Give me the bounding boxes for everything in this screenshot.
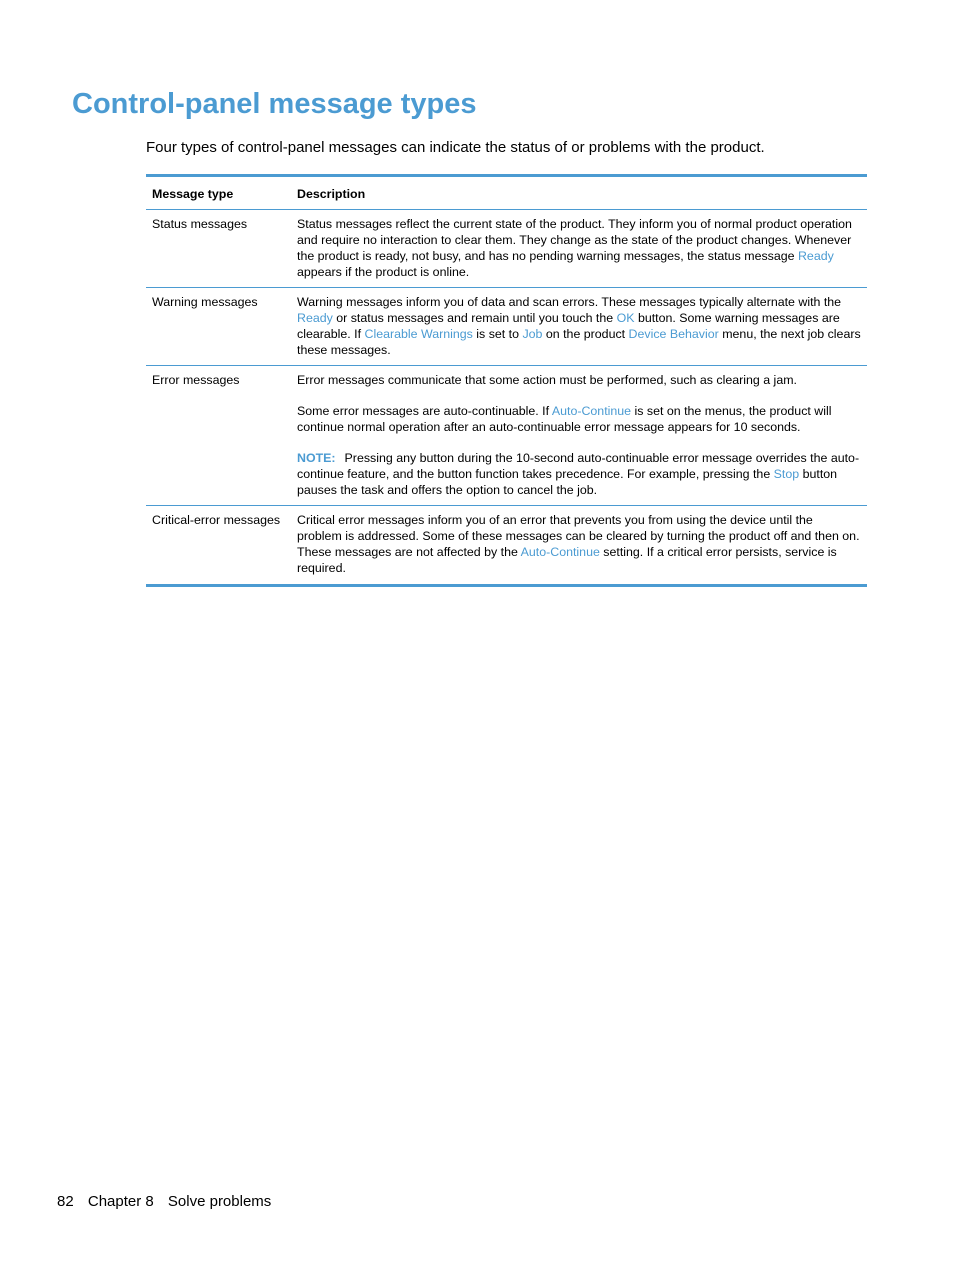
- page-number: 82: [57, 1193, 74, 1210]
- table-row: [146, 288, 867, 366]
- message-type-cell: Error messages: [146, 366, 291, 506]
- description-text: appears if the product is online.: [297, 265, 470, 279]
- description-text: Status messages reflect the current state of the product. They inform you of normal product operation and require no interaction to clear them. They change as the state of the product changes. Whenever the product is ready, not busy, and has no pending warning messages, the status message: [297, 217, 852, 263]
- description-paragraph: [297, 512, 861, 576]
- description-text: button pauses the task and offers the option to cancel the job.: [297, 467, 838, 497]
- chapter-label: Chapter 8: [87, 1193, 154, 1210]
- message-type-cell: Critical-error messages: [152, 513, 281, 527]
- table-body: [146, 210, 867, 586]
- description-cell: [291, 288, 867, 366]
- description-text: on the product: [542, 327, 629, 341]
- message-type-cell: Warning messages: [146, 288, 291, 366]
- note-label: NOTE:: [297, 451, 336, 465]
- description-text: Pressing any button during the 10-second auto-continuable error message overrides the auto-continue feature, and the button function takes precedence. For example, pressing the: [297, 451, 860, 481]
- description-text: button. Some warning messages are clearable. If: [297, 311, 840, 341]
- table-row: [146, 366, 867, 506]
- description-paragraph: [297, 294, 861, 358]
- description-cell: [291, 210, 867, 288]
- menu-term: Auto-Continue: [551, 404, 632, 418]
- description-text: Error messages communicate that some action must be performed, such as clearing a jam.: [297, 373, 797, 387]
- description-text: is set on the menus, the product will continue normal operation after an auto-continuable error message appears for 10 seconds.: [297, 404, 832, 434]
- chapter-title: Solve problems: [167, 1193, 272, 1210]
- menu-term: Ready: [297, 311, 333, 325]
- table-row: [146, 506, 867, 586]
- intro-paragraph: Four types of control-panel messages can indicate the status of or problems with the product.: [146, 139, 765, 156]
- description-paragraph: [297, 450, 861, 498]
- description-text: menu, the next job clears these messages.: [297, 327, 861, 357]
- description-paragraph: [297, 216, 861, 280]
- menu-term: Stop: [773, 467, 800, 481]
- description-text: Some error messages are auto-continuable. If: [297, 404, 552, 418]
- table-header-row: [146, 176, 867, 210]
- menu-term: Device Behavior: [628, 327, 719, 341]
- column-header-description: Description: [291, 176, 867, 210]
- description-text: or status messages and remain until you touch the: [332, 311, 617, 325]
- page-footer: [57, 1192, 271, 1211]
- description-cell: [291, 506, 867, 586]
- description-paragraph: [297, 372, 861, 388]
- table-row: [146, 210, 867, 288]
- message-types-table: [146, 174, 867, 587]
- menu-term: Clearable Warnings: [364, 327, 473, 341]
- description-text: Critical error messages inform you of an error that prevents you from using the device until the problem is addressed. Some of these messages can be cleared by turning the product off and then on. These messages are not affected by the: [297, 513, 860, 559]
- description-cell: [291, 366, 867, 506]
- column-header-message-type: Message type: [146, 176, 291, 210]
- page-title: Control-panel message types: [72, 88, 477, 120]
- description-text: Warning messages inform you of data and scan errors. These messages typically alternate with the: [297, 295, 842, 309]
- description-text: setting. If a critical error persists, service is required.: [297, 545, 837, 575]
- description-paragraph: [297, 403, 861, 435]
- menu-term: OK: [616, 311, 635, 325]
- message-type-cell: Status messages: [146, 210, 291, 288]
- menu-term: Job: [522, 327, 543, 341]
- description-text: is set to: [472, 327, 523, 341]
- menu-term: Auto-Continue: [520, 545, 600, 559]
- menu-term: Ready: [797, 249, 834, 263]
